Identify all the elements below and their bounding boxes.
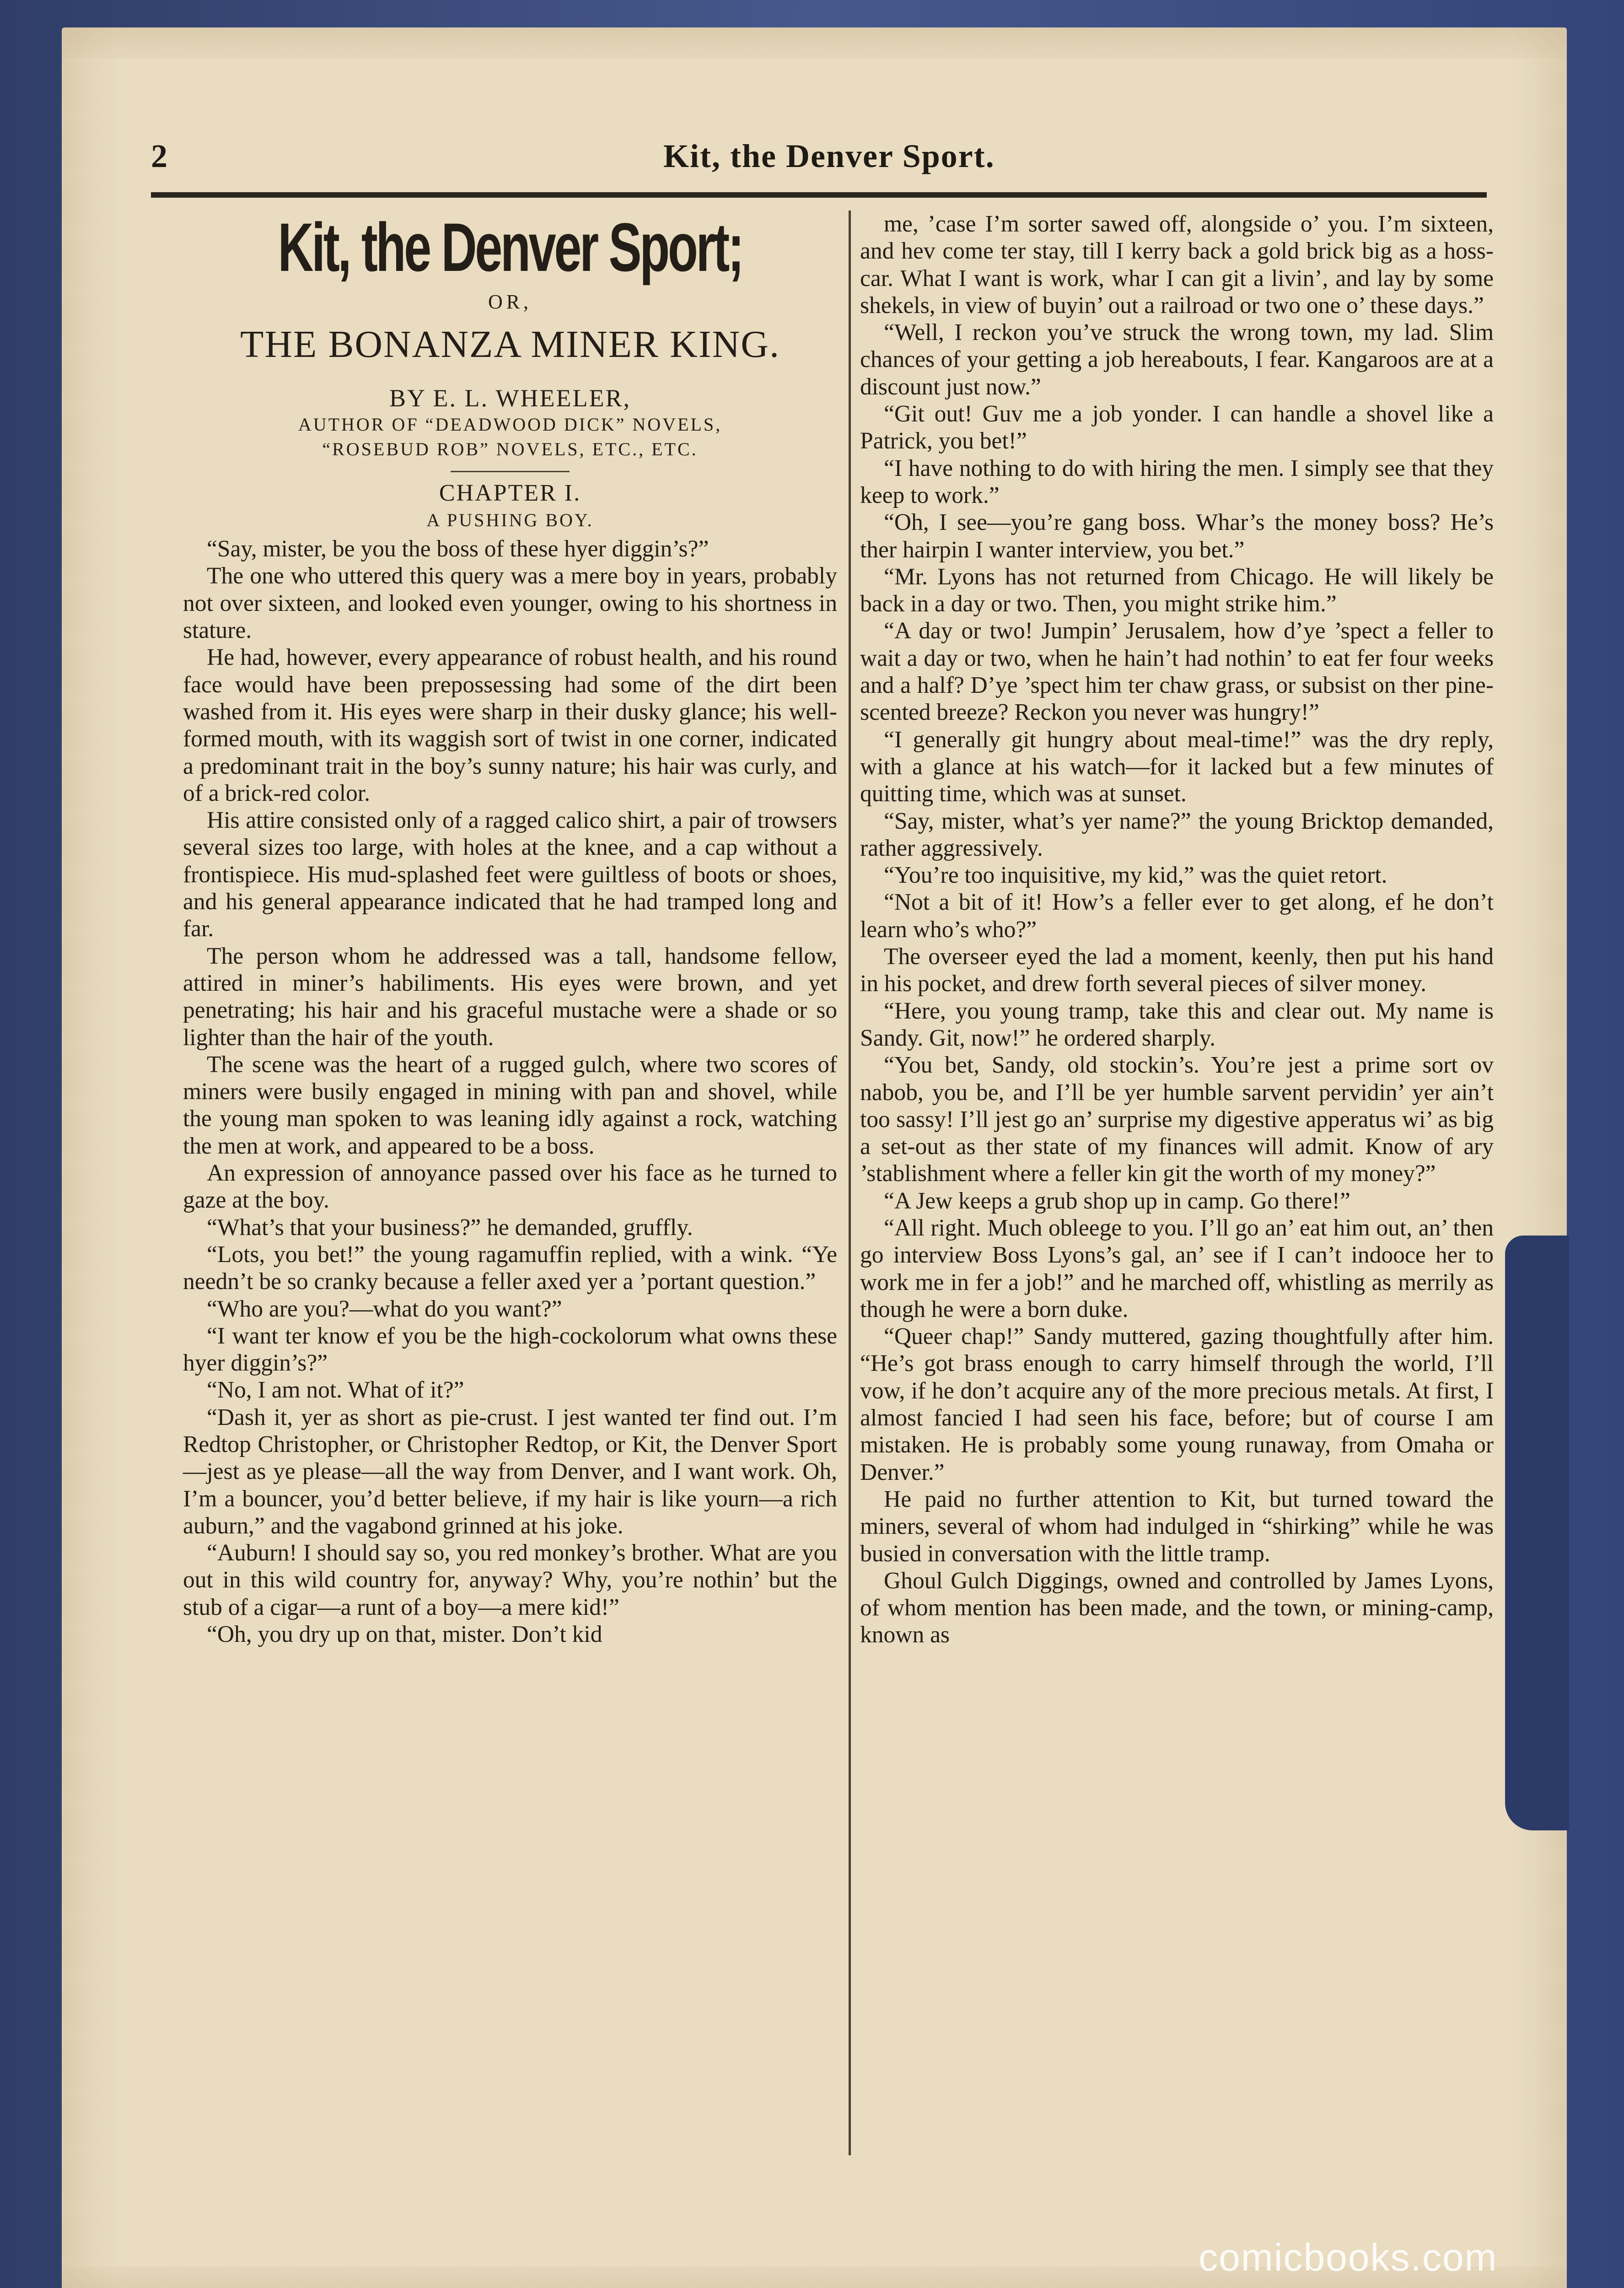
- paragraph: The person whom he addressed was a tall, handsome fellow, attired in miner’s habiliments. His eyes were brown, and yet penetrating; his hair and his graceful mustache were a shade or so lighter than the hair of the youth.: [183, 943, 837, 1051]
- paragraph: “Well, I reckon you’ve struck the wrong town, my lad. Slim chances of your getting a job hereabouts, I fear. Kangaroos are at a discount just now.”: [860, 319, 1494, 400]
- paragraph: “Not a bit of it! How’s a feller ever to get along, ef he don’t learn who’s who?”: [860, 889, 1494, 943]
- right-column-text: [860, 210, 1494, 1649]
- paragraph: An expression of annoyance passed over his face as he turned to gaze at the boy.: [183, 1160, 837, 1214]
- paragraph: The scene was the heart of a rugged gulch, where two scores of miners were busily engaged in mining with pan and shovel, while the young man spoken to was leaning idly against a rock, watching the men at work, and appeared to be a boss.: [183, 1051, 837, 1159]
- paragraph: “Oh, I see—you’re gang boss. Whar’s the money boss? He’s ther hairpin I wanter interview, you bet.”: [860, 509, 1494, 563]
- paragraph: “No, I am not. What of it?”: [207, 1377, 464, 1403]
- paragraph: “Lots, you bet!” the young ragamuffin replied, with a wink. “Ye needn’t be so cranky because a feller axed yer a ’portant question.”: [183, 1241, 837, 1295]
- paragraph: His attire consisted only of a ragged calico shirt, a pair of trowsers several sizes too large, with holes at the knee, and a cap without a frontispiece. His mud-splashed feet were guiltless of boots or shoes, and his general appearance indicated that he had tramped long and far.: [183, 807, 837, 942]
- column-divider: [849, 210, 851, 2155]
- watermark: comicbooks.com: [1199, 2236, 1498, 2279]
- paragraph: The overseer eyed the lad a moment, keenly, then put his hand in his pocket, and drew forth several pieces of silver money.: [860, 944, 1494, 997]
- paragraph: “I generally git hungry about meal-time!” was the dry reply, with a glance at his watch—for it lacked but a few minutes of quitting time, which was at sunset.: [860, 726, 1494, 807]
- paragraph: He paid no further attention to Kit, but turned toward the miners, several of whom had indulged in “shirking” while he was busied in conversation with the little tramp.: [860, 1486, 1494, 1567]
- paragraph: “Git out! Guv me a job yonder. I can handle a shovel like a Patrick, you bet!”: [860, 401, 1494, 454]
- running-title: Kit, the Denver Sport.: [663, 138, 995, 174]
- chapter-title: A PUSHING BOY.: [426, 509, 594, 530]
- paragraph: “You bet, Sandy, old stockin’s. You’re jest a prime sort ov nabob, you be, and I’ll be yer humble sarvent pervidin’ yer ain’t too sassy! I’ll jest go an’ surprise my digestive apperatus wi’ as big a set-out as ther state of my finances will admit. Know of ary ’stablishment where a feller kin git the worth of my money?”: [860, 1052, 1494, 1187]
- left-column-text: [183, 535, 837, 1648]
- title-rule: [451, 471, 570, 472]
- paragraph: “Say, mister, be you the boss of these hyer diggin’s?”: [207, 536, 709, 562]
- paragraph: Ghoul Gulch Diggings, owned and controlled by James Lyons, of whom mention has been made, and the town, or mining-camp, known as: [860, 1567, 1494, 1648]
- paragraph: “You’re too inquisitive, my kid,” was the quiet retort.: [884, 862, 1387, 889]
- paragraph: “Who are you?—what do you want?”: [207, 1295, 562, 1322]
- paragraph: “Auburn! I should say so, you red monkey’s brother. What are you out in this wild country for, anyway? Why, you’re nothin’ but the stub of a cigar—a runt of a boy—a mere kid!”: [183, 1540, 837, 1620]
- paragraph: “I want ter know ef you be the high-cockolorum what owns these hyer diggin’s?”: [183, 1322, 837, 1376]
- page-header: [151, 137, 1487, 188]
- byline: BY E. L. WHEELER,: [389, 384, 631, 412]
- page-number: 2: [151, 138, 167, 174]
- paragraph: “Here, you young tramp, take this and clear out. My name is Sandy. Git, now!” he ordered sharply.: [860, 998, 1494, 1051]
- paragraph: “Mr. Lyons has not returned from Chicago. He will likely be back in a day or two. Then, you might strike him.”: [860, 563, 1494, 617]
- paragraph: me, ’case I’m sorter sawed off, alongside o’ you. I’m sixteen, and hev come ter stay, till I kerry back a gold brick big as a hoss-car. What I want is work, whar I can git a livin’, and lay by some shekels, in view of buyin’ out a railroad or two one o’ these days.”: [860, 211, 1494, 318]
- story-subtitle: THE BONANZA MINER KING.: [240, 323, 780, 366]
- author-line-1: AUTHOR OF “DEADWOOD DICK” NOVELS,: [298, 414, 722, 435]
- paragraph: “Dash it, yer as short as pie-crust. I jest wanted ter find out. I’m Redtop Christopher, or Christopher Redtop, or Kit, the Denver Sport —jest as ye please—all the way from Denver, and I want work. Oh, I’m a bouncer, you’d better believe, if my hair is like yourn—a rich auburn,” and the vagabond grinned at his joke.: [183, 1404, 837, 1539]
- paragraph: “Oh, you dry up on that, mister. Don’t kid: [207, 1621, 602, 1648]
- paragraph: “Queer chap!” Sandy muttered, gazing thoughtfully after him. “He’s got brass enough to carry himself through the world, I’ll vow, if he don’t acquire any of the more precious metals. At first, I almost fancied I had seen his face, before; but of course I am mistaken. He is probably some young runaway, from Omaha or Denver.”: [860, 1323, 1494, 1485]
- right-column: [860, 210, 1494, 1649]
- paragraph: “Say, mister, what’s yer name?” the young Bricktop demanded, rather aggressively.: [860, 808, 1494, 861]
- left-column: [183, 210, 837, 1648]
- paragraph: “A day or two! Jumpin’ Jerusalem, how d’ye ’spect a feller to wait a day or two, when he hain’t had nothin’ to eat fer four weeks and a half? D’ye ’spect him ter chaw grass, or subsist on ther pine-scented breeze? Reckon you never was hungry!”: [860, 618, 1494, 726]
- author-line-2: “ROSEBUD ROB” NOVELS, ETC., ETC.: [322, 438, 698, 459]
- paragraph: He had, however, every appearance of robust health, and his round face would have been prepossessing had some of the dirt been washed from it. His eyes were sharp in their dusky glance; his well-formed mouth, with its waggish sort of twist in one corner, indicated a predominant trait in the boy’s sunny nature; his hair was curly, and of a brick-red color.: [183, 644, 837, 806]
- paragraph: “I have nothing to do with hiring the men. I simply see that they keep to work.”: [860, 455, 1494, 508]
- torn-edge: [1505, 1236, 1569, 1830]
- chapter-heading: CHAPTER I.: [439, 480, 581, 506]
- header-rule: [151, 192, 1487, 198]
- paragraph: The one who uttered this query was a mere boy in years, probably not over sixteen, and looked even younger, owing to his shortness in stature.: [183, 563, 837, 644]
- paragraph: “A Jew keeps a grub shop up in camp. Go there!”: [884, 1187, 1350, 1214]
- title-or: OR,: [488, 291, 532, 313]
- paragraph: “All right. Much obleege to you. I’ll go an’ eat him out, an’ then go interview Boss Lyons’s gal, an’ see if I can’t indooce her to work me in fer a job!” and he marched off, whistling as merrily as though he were a born duke.: [860, 1214, 1494, 1322]
- story-title: Kit, the Denver Sport;: [278, 209, 742, 286]
- paragraph: “What’s that your business?” he demanded, gruffly.: [207, 1214, 693, 1241]
